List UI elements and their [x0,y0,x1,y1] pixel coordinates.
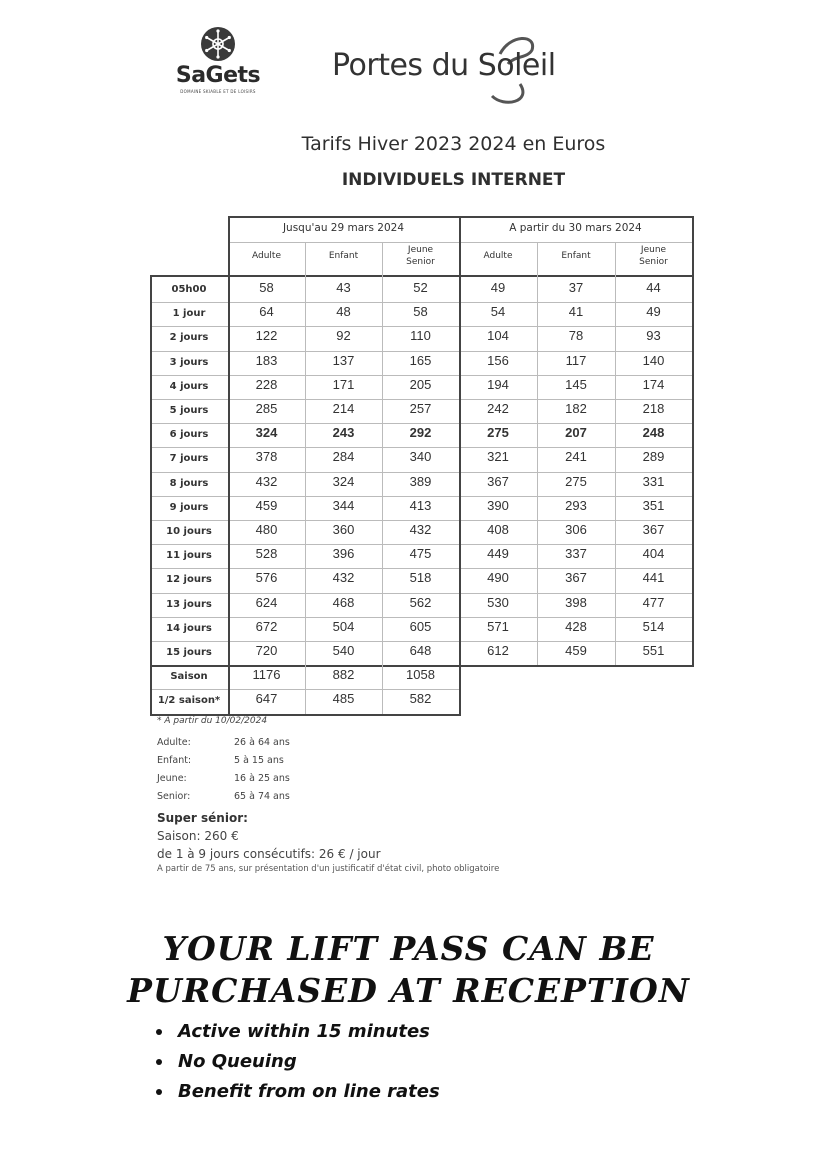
banner-line-2: PURCHASED AT RECEPTION [127,971,690,1010]
price-cell: 648 [409,643,432,658]
price-cell: 441 [642,570,665,586]
banner-line-1: YOUR LIFT PASS CAN BE [162,929,655,968]
price-cell: 207 [565,425,587,441]
price-cell: 182 [565,401,587,416]
price-cell: 140 [642,352,665,368]
price-cell: 408 [487,522,509,537]
price-cell: 1176 [252,667,281,683]
price-cell: 413 [409,497,432,513]
row-label: 7 jours [169,453,209,465]
benefit-item: Active within 15 minutes [154,1017,440,1047]
row-label: 1/2 saison* [157,695,221,707]
price-cell: 390 [487,497,509,513]
column-divider [615,242,616,665]
price-cell: 275 [487,425,509,441]
price-cell: 530 [487,594,509,610]
price-cell: 171 [332,376,355,392]
price-cell: 624 [255,594,278,610]
column-header: Enfant [328,251,359,261]
column-header: Enfant [561,251,591,261]
price-cell: 562 [409,594,432,610]
super-senior-condition: A partir de 75 ans, sur présentation d'un justificatif d'état civil, photo obligatoire [157,864,500,874]
price-cell: 344 [332,497,355,513]
period-header: A partir du 30 mars 2024 [509,222,642,234]
period-header: Jusqu'au 29 mars 2024 [282,222,405,234]
price-cell: 477 [642,594,665,610]
benefit-item: Benefit from on line rates [154,1077,440,1107]
price-cell: 241 [565,449,587,465]
price-cell: 720 [255,643,278,658]
price-cell: 351 [642,497,665,513]
price-cell: 647 [255,691,278,707]
price-cell: 289 [642,449,665,465]
price-cell: 504 [332,618,355,634]
price-cell: 174 [642,376,665,392]
age-label-senior: Senior: [157,791,191,802]
reception-banner [0,928,817,1012]
price-cell: 571 [487,618,509,634]
row-label: 12 jours [166,574,212,586]
table-border-header-bottom [150,275,692,277]
price-cell: 306 [565,522,587,537]
row-label: 2 jours [169,332,209,344]
price-cell: 1058 [406,667,435,683]
row-label: 8 jours [169,477,209,489]
table-border-left [150,275,152,716]
price-cell: 551 [642,643,665,658]
column-divider [537,242,538,665]
age-label-jeune: Jeune: [157,773,187,784]
price-cell: 49 [646,304,661,320]
price-cell: 459 [565,643,587,658]
price-cell: 321 [487,449,509,465]
price-cell: 432 [409,522,432,537]
table-border-middle [459,216,461,716]
super-senior-title: Super sénior: [157,811,248,825]
sagets-logo [168,26,268,94]
price-cell: 275 [565,473,587,489]
price-cell: 117 [565,352,587,368]
page-title: Tarifs Hiver 2023 2024 en Euros [301,133,606,155]
snowflake-emblem-icon [200,26,236,62]
price-cell: 41 [568,304,584,320]
price-cell: 122 [255,328,278,344]
price-cell: 485 [332,691,355,707]
age-value-adulte: 26 à 64 ans [234,737,290,748]
price-cell: 54 [490,304,506,320]
table-border-bottom-right [459,665,692,667]
row-label: 3 jours [169,356,209,368]
price-cell: 672 [255,618,278,634]
row-label: 15 jours [166,647,212,658]
price-cell: 43 [336,280,351,295]
price-cell: 331 [642,473,665,489]
price-cell: 293 [565,497,587,513]
price-cell: 324 [332,473,355,489]
price-cell: 324 [255,425,278,441]
price-cell: 367 [642,522,665,537]
super-senior-days: de 1 à 9 jours consécutifs: 26 € / jour [157,847,381,861]
row-label: 10 jours [166,526,212,537]
price-cell: 475 [409,546,432,562]
price-cell: 52 [413,280,428,295]
price-cell: 396 [332,546,355,562]
age-value-enfant: 5 à 15 ans [234,755,284,766]
price-cell: 398 [565,594,587,610]
price-cell: 432 [255,473,278,489]
age-value-jeune: 16 à 25 ans [234,773,290,784]
price-cell: 93 [646,328,661,344]
row-label: 4 jours [169,380,209,392]
price-cell: 228 [255,376,278,392]
price-cell: 78 [568,328,584,344]
price-cell: 58 [259,280,274,295]
column-header: Adulte [252,251,281,261]
row-label: 05h00 [171,284,207,295]
price-cell: 337 [565,546,587,562]
price-cell: 137 [332,352,355,368]
page-subtitle: INDIVIDUELS INTERNET [341,170,566,190]
price-cell: 367 [565,570,587,586]
column-header: Jeune Senior [406,245,435,267]
column-header: Adulte [483,251,513,261]
price-cell: 605 [409,618,432,634]
price-cell: 156 [487,352,509,368]
price-cell: 528 [255,546,278,562]
price-cell: 882 [332,667,355,683]
price-cell: 292 [409,425,432,441]
age-label-enfant: Enfant: [157,755,192,766]
benefits-list [154,1017,440,1107]
price-cell: 92 [336,328,351,344]
asterisk-note: * A partir du 10/02/2024 [157,716,268,726]
price-cell: 480 [255,522,278,537]
price-cell: 389 [409,473,432,489]
price-cell: 428 [565,618,587,634]
price-cell: 449 [487,546,509,562]
price-cell: 242 [487,401,509,416]
price-cell: 44 [646,280,661,295]
price-cell: 284 [332,449,355,465]
row-label: 6 jours [169,429,209,441]
price-cell: 205 [409,376,432,392]
row-label: 14 jours [166,622,212,634]
price-cell: 576 [255,570,278,586]
price-cell: 64 [259,304,274,320]
age-value-senior: 65 à 74 ans [234,791,290,802]
price-cell: 183 [255,352,278,368]
price-cell: 257 [409,401,432,416]
price-cell: 49 [490,280,506,295]
price-cell: 490 [487,570,509,586]
portes-du-soleil-logo [332,36,632,106]
price-cell: 145 [565,376,587,392]
row-label: 5 jours [169,405,209,416]
benefit-item: No Queuing [154,1047,440,1077]
price-cell: 37 [568,280,584,295]
price-cell: 285 [255,401,278,416]
column-divider [382,242,383,714]
price-cell: 340 [409,449,432,465]
price-cell: 582 [409,691,432,707]
sagets-tagline: DOMAINE SKIABLE ET DE LOISIRS [180,89,256,94]
price-cell: 104 [487,328,509,344]
price-cell: 214 [332,401,355,416]
row-label: 1 jour [172,308,206,320]
price-cell: 367 [487,473,509,489]
super-senior-season: Saison: 260 € [157,829,239,843]
price-cell: 432 [332,570,355,586]
price-cell: 360 [332,522,355,537]
column-header: Jeune Senior [639,245,668,267]
price-cell: 165 [409,352,432,368]
table-border-right [692,216,694,667]
row-label: 13 jours [166,598,212,610]
price-cell: 514 [642,618,665,634]
price-cell: 459 [255,497,278,513]
price-cell: 612 [487,643,509,658]
price-cell: 378 [255,449,278,465]
sagets-name: SaGets [175,63,261,88]
price-cell: 218 [642,401,665,416]
row-label: 9 jours [169,501,209,513]
price-cell: 540 [332,643,355,658]
price-cell: 58 [413,304,428,320]
table-border-label [228,216,230,716]
column-divider [305,242,306,714]
price-cell: 48 [336,304,351,320]
price-cell: 404 [642,546,665,562]
price-cell: 468 [332,594,355,610]
price-cell: 248 [642,425,665,441]
price-cell: 110 [410,328,431,344]
price-cell: 518 [409,570,432,586]
row-label: 11 jours [166,550,212,562]
row-label: Saison [170,671,208,683]
age-label-adulte: Adulte: [157,737,191,748]
price-cell: 243 [332,425,355,441]
price-cell: 194 [487,376,509,392]
portes-du-soleil-name: Portes du Soleil [332,48,556,83]
